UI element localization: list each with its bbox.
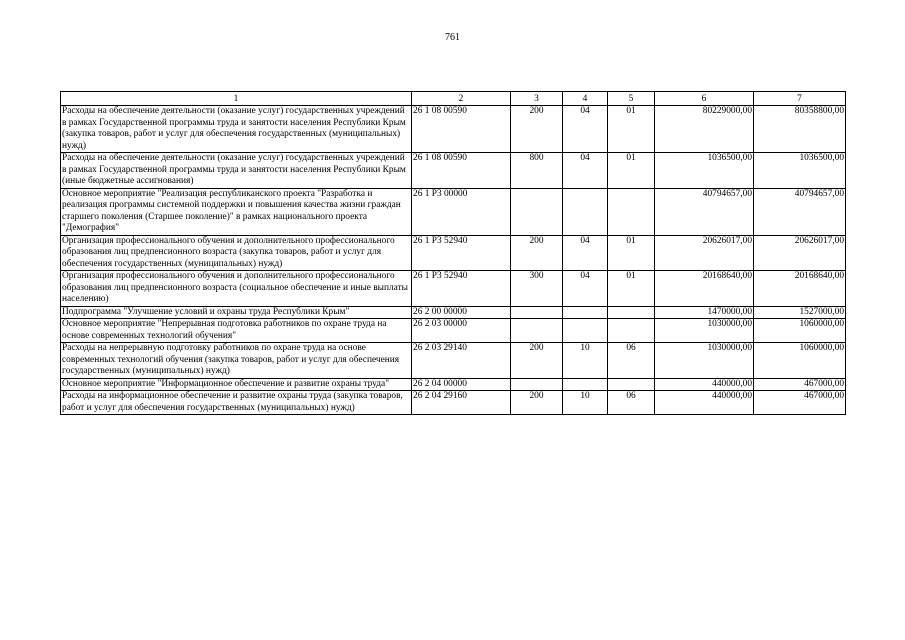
target-code-cell: 26 1 P3 52940 [412, 235, 511, 271]
target-code-cell: 26 1 08 00590 [412, 106, 511, 153]
table-row [61, 378, 846, 391]
table-row [61, 391, 846, 415]
subsection-cell: 01 [608, 235, 655, 271]
column-header: 3 [511, 92, 563, 106]
target-code-cell: 26 1 P3 00000 [412, 188, 511, 235]
section-cell: 04 [563, 271, 608, 307]
amount-year1-cell: 1030000,00 [655, 319, 754, 343]
target-code-cell: 26 2 03 00000 [412, 319, 511, 343]
amount-year2-cell: 1036500,00 [754, 153, 846, 189]
section-cell: 10 [563, 391, 608, 415]
amount-year1-cell: 40794657,00 [655, 188, 754, 235]
budget-table [60, 91, 846, 415]
column-header: 4 [563, 92, 608, 106]
row-name-cell: Расходы на обеспечение деятельности (оказание услуг) государственных учреждений в рамках Государственной программы труда и занятости населения Республики Крым (закупка товаров, работ и услуг для обеспечения государственных (муниципальных) нужд) [61, 106, 412, 153]
table-row [61, 106, 846, 153]
column-header: 2 [412, 92, 511, 106]
expense-type-cell: 200 [511, 106, 563, 153]
expense-type-cell: 200 [511, 235, 563, 271]
amount-year1-cell: 1036500,00 [655, 153, 754, 189]
expense-type-cell: 800 [511, 153, 563, 189]
target-code-cell: 26 2 00 00000 [412, 306, 511, 319]
subsection-cell: 01 [608, 106, 655, 153]
row-name-cell: Основное мероприятие "Непрерывная подготовка работников по охране труда на основе современных технологий обучения" [61, 319, 412, 343]
target-code-cell: 26 1 P3 52940 [412, 271, 511, 307]
expense-type-cell [511, 319, 563, 343]
section-cell [563, 378, 608, 391]
target-code-cell: 26 2 03 29140 [412, 343, 511, 379]
subsection-cell: 01 [608, 153, 655, 189]
amount-year1-cell: 440000,00 [655, 378, 754, 391]
row-name-cell: Расходы на непрерывную подготовку работников по охране труда на основе современных технологий обучения (закупка товаров, работ и услуг для обеспечения государственных (муниципальных) нужд) [61, 343, 412, 379]
row-name-cell: Организация профессионального обучения и дополнительного профессионального образования лиц предпенсионного возраста (закупка товаров, работ и услуг для обеспечения государственных (муниципальных) нужд) [61, 235, 412, 271]
table-row [61, 343, 846, 379]
column-header: 5 [608, 92, 655, 106]
expense-type-cell [511, 188, 563, 235]
amount-year1-cell: 1470000,00 [655, 306, 754, 319]
table-row [61, 153, 846, 189]
amount-year1-cell: 20168640,00 [655, 271, 754, 307]
target-code-cell: 26 1 08 00590 [412, 153, 511, 189]
amount-year1-cell: 440000,00 [655, 391, 754, 415]
column-header: 1 [61, 92, 412, 106]
target-code-cell: 26 2 04 29160 [412, 391, 511, 415]
expense-type-cell [511, 378, 563, 391]
header-row [61, 92, 846, 106]
amount-year2-cell: 1060000,00 [754, 343, 846, 379]
amount-year1-cell: 20626017,00 [655, 235, 754, 271]
amount-year1-cell: 80229000,00 [655, 106, 754, 153]
column-header: 6 [655, 92, 754, 106]
subsection-cell: 01 [608, 271, 655, 307]
section-cell [563, 188, 608, 235]
section-cell: 10 [563, 343, 608, 379]
section-cell [563, 319, 608, 343]
subsection-cell [608, 319, 655, 343]
section-cell [563, 306, 608, 319]
subsection-cell: 06 [608, 391, 655, 415]
row-name-cell: Основное мероприятие "Информационное обеспечение и развитие охраны труда" [61, 378, 412, 391]
page-number: 761 [445, 32, 460, 43]
row-name-cell: Организация профессионального обучения и дополнительного профессионального образования лиц предпенсионного возраста (социальное обеспечение и иные выплаты населению) [61, 271, 412, 307]
amount-year2-cell: 467000,00 [754, 391, 846, 415]
table-row [61, 306, 846, 319]
row-name-cell: Подпрограмма "Улучшение условий и охраны труда Республики Крым" [61, 306, 412, 319]
section-cell: 04 [563, 153, 608, 189]
column-header: 7 [754, 92, 846, 106]
expense-type-cell [511, 306, 563, 319]
target-code-cell: 26 2 04 00000 [412, 378, 511, 391]
subsection-cell [608, 188, 655, 235]
amount-year2-cell: 40794657,00 [754, 188, 846, 235]
amount-year1-cell: 1030000,00 [655, 343, 754, 379]
amount-year2-cell: 467000,00 [754, 378, 846, 391]
table-row [61, 188, 846, 235]
amount-year2-cell: 1527000,00 [754, 306, 846, 319]
expense-type-cell: 300 [511, 271, 563, 307]
table-row [61, 235, 846, 271]
table-row [61, 271, 846, 307]
subsection-cell [608, 378, 655, 391]
table-row [61, 319, 846, 343]
expense-type-cell: 200 [511, 391, 563, 415]
expense-type-cell: 200 [511, 343, 563, 379]
amount-year2-cell: 20168640,00 [754, 271, 846, 307]
row-name-cell: Расходы на обеспечение деятельности (оказание услуг) государственных учреждений в рамках Государственной программы труда и занятости населения Республики Крым (иные бюджетные ассигнования) [61, 153, 412, 189]
subsection-cell [608, 306, 655, 319]
amount-year2-cell: 80358800,00 [754, 106, 846, 153]
subsection-cell: 06 [608, 343, 655, 379]
section-cell: 04 [563, 106, 608, 153]
amount-year2-cell: 20626017,00 [754, 235, 846, 271]
amount-year2-cell: 1060000,00 [754, 319, 846, 343]
row-name-cell: Основное мероприятие "Реализация республиканского проекта "Разработка и реализация программы системной поддержки и повышения качества жизни граждан старшего поколения (Старшее поколение)" в рамках национального проекта "Демография" [61, 188, 412, 235]
row-name-cell: Расходы на информационное обеспечение и развитие охраны труда (закупка товаров, работ и услуг для обеспечения государственных (муниципальных) нужд) [61, 391, 412, 415]
section-cell: 04 [563, 235, 608, 271]
